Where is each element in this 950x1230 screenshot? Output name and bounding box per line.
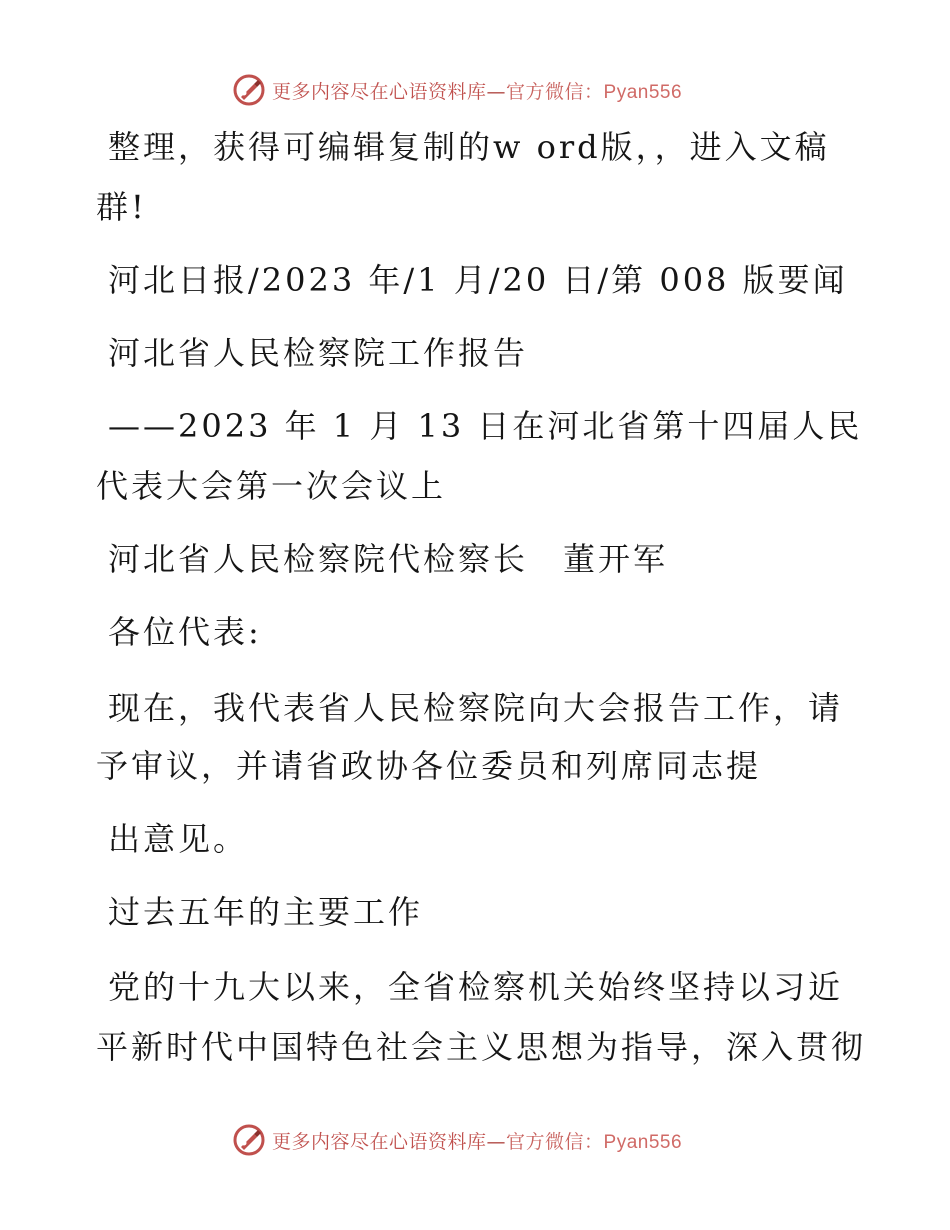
document-title: 河北省人民检察院工作报告 (108, 334, 529, 372)
text-line: 出意见。 (108, 820, 249, 858)
author-line: 河北省人民检察院代检察长 董开军 (108, 540, 669, 578)
text-line: 河北日报/2023 年/1 月/20 日/第 008 版要闻 (108, 261, 848, 299)
text-line: 整理，获得可编辑复制的w ord版，，进入文稿 (108, 128, 830, 166)
pen-seal-icon (232, 1123, 266, 1157)
watermark-text: 更多内容尽在心语资料库—官方微信：Pyan556 (272, 80, 683, 103)
text-line: 现在，我代表省人民检察院向大会报告工作，请 (108, 689, 844, 727)
section-heading: 过去五年的主要工作 (108, 893, 424, 931)
footer-watermark-banner (232, 1122, 682, 1158)
subtitle-line: 代表大会第一次会议上 (96, 467, 447, 505)
header-watermark-banner (232, 72, 682, 108)
subtitle-line: ——2023 年 1 月 13 日在河北省第十四届人民 (108, 407, 863, 445)
salutation: 各位代表: (108, 613, 262, 651)
text-line: 党的十九大以来，全省检察机关始终坚持以习近 (108, 968, 844, 1006)
watermark-text: 更多内容尽在心语资料库—官方微信：Pyan556 (272, 1130, 683, 1153)
text-line: 平新时代中国特色社会主义思想为指导，深入贯彻 (96, 1028, 867, 1066)
pen-seal-icon (232, 73, 266, 107)
text-line: 群! (96, 188, 147, 226)
text-line: 予审议，并请省政协各位委员和列席同志提 (96, 747, 762, 785)
